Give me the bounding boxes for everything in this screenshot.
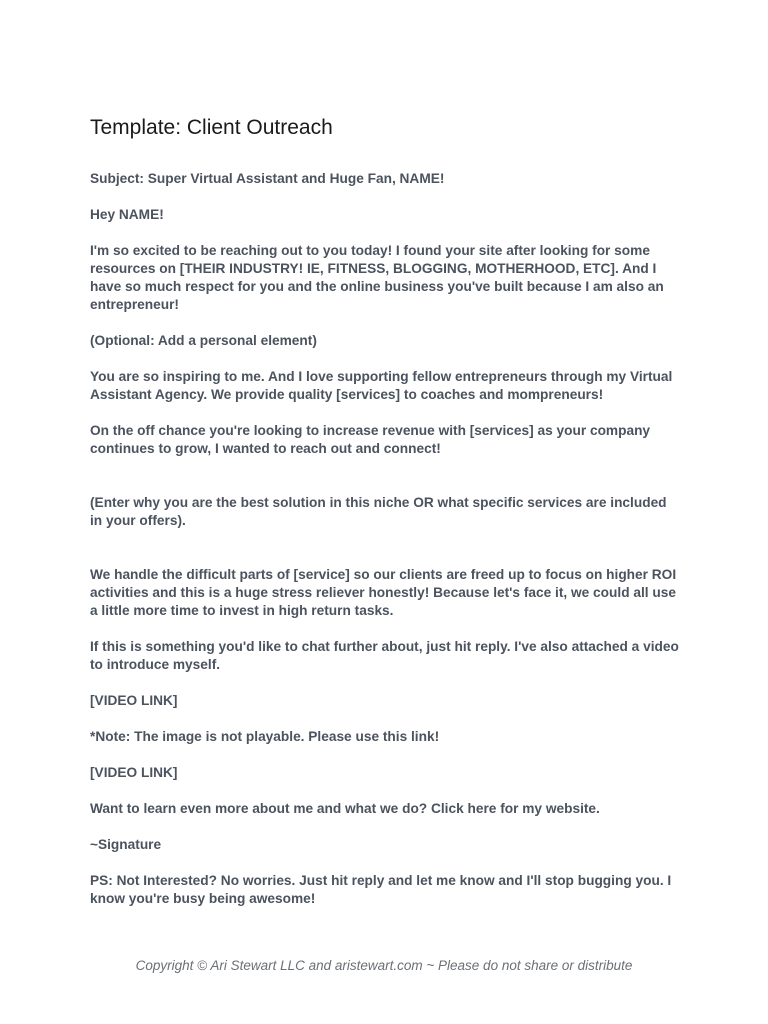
email-signature: ~Signature (90, 837, 162, 852)
email-paragraph-optional: (Optional: Add a personal element) (90, 333, 317, 348)
email-paragraph-chat: If this is something you'd like to chat further about, just hit reply. I've also attached a video to introduce myself. (90, 639, 679, 672)
email-paragraph-solution: (Enter why you are the best solution in this niche OR what specific services are included in your offers). (90, 495, 667, 528)
page-title: Template: Client Outreach (90, 116, 333, 139)
video-link-placeholder-2: [VIDEO LINK] (90, 765, 178, 780)
email-postscript: PS: Not Interested? No worries. Just hit reply and let me know and I'll stop bugging you. I know you're busy being awesome! (90, 873, 672, 906)
email-greeting: Hey NAME! (90, 207, 164, 222)
email-paragraph-intro: I'm so excited to be reaching out to you today! I found your site after looking for some resources on [THEIR INDUSTRY! IE, FITNESS, BLOGGING, MOTHERHOOD, ETC]. And I have so much respect for you and the online business you've built because I am also an entrepreneur! (90, 243, 664, 312)
copyright-footer: Copyright © Ari Stewart LLC and aristewart.com ~ Please do not share or distribute (135, 958, 633, 973)
email-paragraph-off-chance: On the off chance you're looking to increase revenue with [services] as your company continues to grow, I wanted to reach out and connect! (90, 423, 651, 456)
email-body (90, 170, 682, 926)
email-paragraph-handle: We handle the difficult parts of [service] so our clients are freed up to focus on higher ROI activities and this is a huge stress reliever honestly! Because let's face it, we could all use a little more time to invest in high return tasks. (90, 567, 677, 618)
email-note: *Note: The image is not playable. Please use this link! (90, 729, 440, 744)
email-paragraph-website: Want to learn even more about me and what we do? Click here for my website. (90, 801, 600, 816)
video-link-placeholder: [VIDEO LINK] (90, 693, 178, 708)
email-paragraph-inspiring: You are so inspiring to me. And I love supporting fellow entrepreneurs through my Virtual Assistant Agency. We provide quality [services] to coaches and mompreneurs! (90, 369, 673, 402)
email-subject: Subject: Super Virtual Assistant and Huge Fan, NAME! (90, 171, 445, 186)
